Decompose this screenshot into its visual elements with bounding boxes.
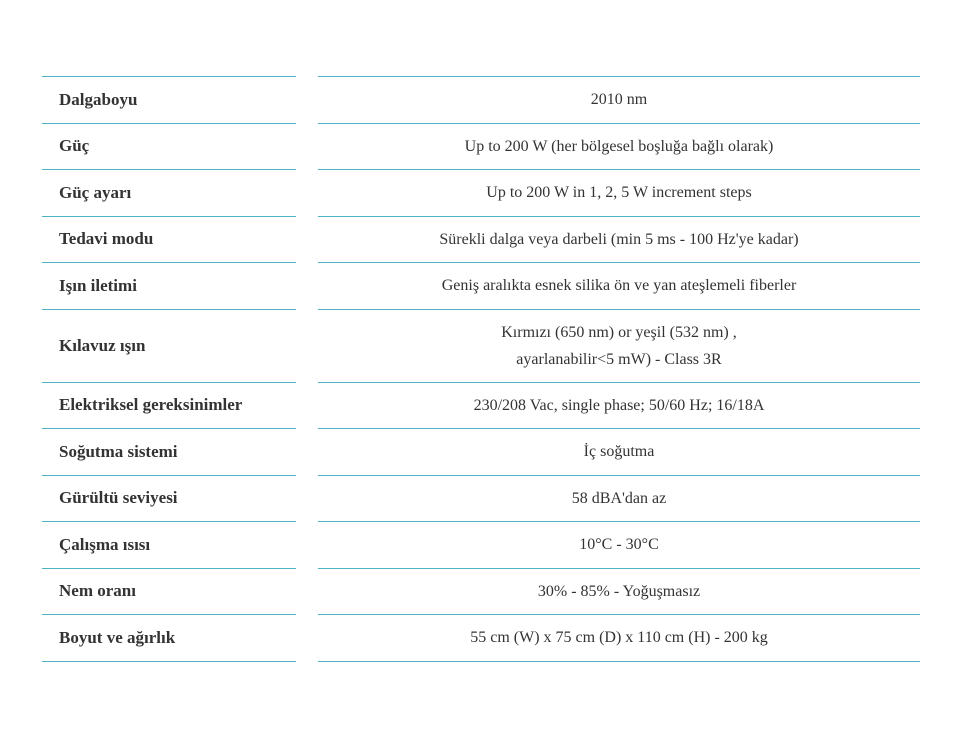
spec-value: Up to 200 W in 1, 2, 5 W increment steps bbox=[318, 170, 920, 217]
spec-label: Kılavuz ışın bbox=[42, 310, 296, 383]
spec-table bbox=[42, 76, 920, 662]
spec-label: Işın iletimi bbox=[42, 263, 296, 310]
table-row bbox=[42, 263, 920, 310]
spec-value: Geniş aralıkta esnek silika ön ve yan ateşlemeli fiberler bbox=[318, 263, 920, 310]
table-row bbox=[42, 170, 920, 217]
spec-value: 55 cm (W) x 75 cm (D) x 110 cm (H) - 200 kg bbox=[318, 615, 920, 662]
spec-label: Güç bbox=[42, 124, 296, 171]
spec-value: İç soğutma bbox=[318, 429, 920, 476]
spec-label: Nem oranı bbox=[42, 569, 296, 616]
spec-value bbox=[318, 310, 920, 383]
spec-label: Boyut ve ağırlık bbox=[42, 615, 296, 662]
spec-value: 230/208 Vac, single phase; 50/60 Hz; 16/18A bbox=[318, 383, 920, 430]
spec-label: Elektriksel gereksinimler bbox=[42, 383, 296, 430]
spec-label: Güç ayarı bbox=[42, 170, 296, 217]
spec-label: Tedavi modu bbox=[42, 217, 296, 264]
spec-label: Soğutma sistemi bbox=[42, 429, 296, 476]
table-row bbox=[42, 522, 920, 569]
table-row bbox=[42, 383, 920, 430]
spec-label: Çalışma ısısı bbox=[42, 522, 296, 569]
table-row bbox=[42, 217, 920, 264]
spec-label: Dalgaboyu bbox=[42, 77, 296, 124]
table-row bbox=[42, 124, 920, 171]
spec-value-line: Kırmızı (650 nm) or yeşil (532 nm) , bbox=[501, 323, 737, 341]
table-row bbox=[42, 569, 920, 616]
spec-value-line: ayarlanabilir<5 mW) - Class 3R bbox=[516, 350, 722, 368]
spec-label: Gürültü seviyesi bbox=[42, 476, 296, 523]
table-row bbox=[42, 429, 920, 476]
spec-value: Sürekli dalga veya darbeli (min 5 ms - 100 Hz'ye kadar) bbox=[318, 217, 920, 264]
spec-value: 58 dBA'dan az bbox=[318, 476, 920, 523]
table-row bbox=[42, 476, 920, 523]
table-row bbox=[42, 310, 920, 383]
spec-value: Up to 200 W (her bölgesel boşluğa bağlı olarak) bbox=[318, 124, 920, 171]
table-row bbox=[42, 615, 920, 662]
table-row bbox=[42, 77, 920, 124]
spec-value: 2010 nm bbox=[318, 77, 920, 124]
spec-value: 10°C - 30°C bbox=[318, 522, 920, 569]
spec-value: 30% - 85% - Yoğuşmasız bbox=[318, 569, 920, 616]
